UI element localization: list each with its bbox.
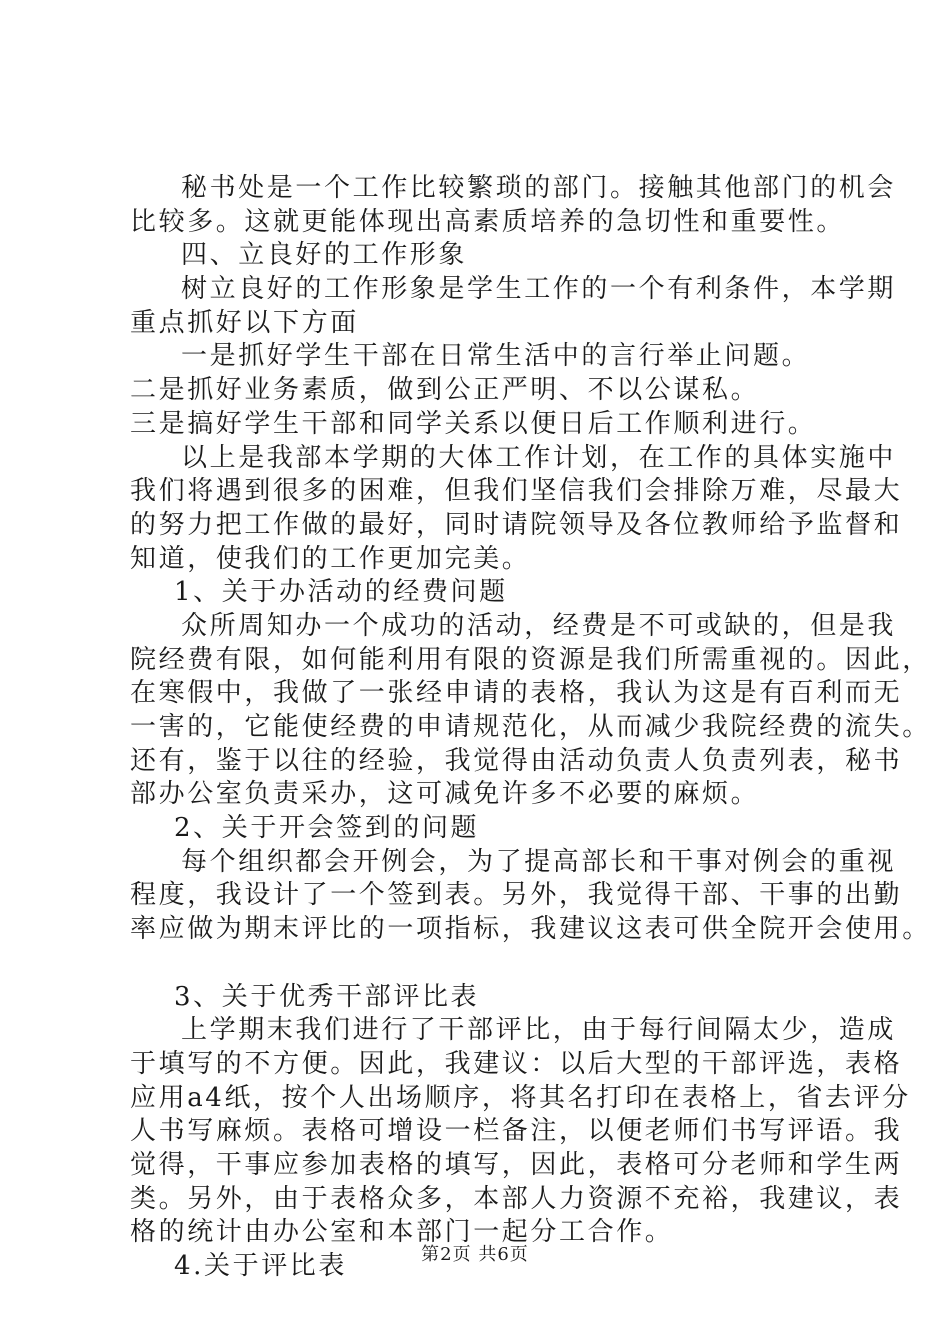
paragraph-line: 在寒假中，我做了一张经申请的表格，我认为这是有百利而无: [130, 678, 903, 709]
paragraph-line: 类。另外，由于表格众多，本部人力资源不充裕，我建议，表: [130, 1183, 903, 1214]
paragraph-line: 树立良好的工作形象是学生工作的一个有利条件，本学期: [181, 274, 897, 305]
section-heading: 四、立良好的工作形象: [181, 240, 468, 271]
paragraph-line: 我们将遇到很多的困难，但我们坚信我们会排除万难，尽最大: [130, 476, 903, 507]
paragraph-line: 比较多。这就更能体现出高素质培养的急切性和重要性。: [130, 206, 846, 237]
paragraph-line: 重点抓好以下方面: [130, 307, 359, 338]
paragraph-line: 一是抓好学生干部在日常生活中的言行举止问题。: [181, 341, 811, 372]
paragraph-line: 以上是我部本学期的大体工作计划，在工作的具体实施中: [181, 442, 897, 473]
paragraph-line: 格的统计由办公室和本部门一起分工合作。: [130, 1217, 674, 1248]
paragraph-line: 率应做为期末评比的一项指标，我建议这表可供全院开会使用。: [130, 914, 931, 945]
paragraph-line: 秘书处是一个工作比较繁琐的部门。接触其他部门的机会: [181, 173, 897, 203]
paragraph-line: 还有，鉴于以往的经验，我觉得由活动负责人负责列表，秘书: [130, 745, 903, 776]
section-heading: 4.关于评比表: [174, 1251, 348, 1281]
paragraph-line: 应用a4纸，按个人出场顺序，将其名打印在表格上，省去评分: [130, 1082, 911, 1113]
paragraph-line: 部办公室负责采办，这可减免许多不必要的麻烦。: [130, 779, 760, 810]
section-heading: 3、关于优秀干部评比表: [174, 981, 480, 1012]
paragraph-line: 程度，我设计了一个签到表。另外，我觉得干部、干事的出勤: [130, 880, 903, 911]
paragraph-line: 于填写的不方便。因此，我建议：以后大型的干部评选，表格: [130, 1048, 903, 1079]
paragraph-line: 一害的，它能使经费的申请规范化，从而减少我院经费的流失。: [130, 712, 931, 742]
paragraph-line: 觉得，干事应参加表格的填写，因此，表格可分老师和学生两: [130, 1149, 903, 1180]
paragraph-line: 二是抓好业务素质，做到公正严明、不以公谋私。: [130, 375, 760, 406]
paragraph-line: 知道，使我们的工作更加完美。: [130, 543, 531, 574]
paragraph-line: 众所周知办一个成功的活动，经费是不可或缺的，但是我: [181, 610, 897, 641]
page-footer: [0, 1244, 950, 1266]
document-body: [130, 172, 931, 1284]
paragraph-line: 上学期末我们进行了干部评比，由于每行间隔太少，造成: [181, 1015, 897, 1046]
paragraph-line: 院经费有限，如何能利用有限的资源是我们所需重视的。因此，: [130, 644, 931, 675]
paragraph-line: 三是搞好学生干部和同学关系以便日后工作顺利进行。: [130, 408, 817, 439]
paragraph-line: 人书写麻烦。表格可增设一栏备注，以便老师们书写评语。我: [130, 1116, 903, 1147]
paragraph-line: 每个组织都会开例会，为了提高部长和干事对例会的重视: [181, 846, 897, 877]
section-heading: 1、关于办活动的经费问题: [174, 577, 508, 608]
paragraph-line: 的努力把工作做的最好，同时请院领导及各位教师给予监督和: [130, 509, 903, 540]
blank-line: [130, 947, 850, 981]
page-number: 第2页 共6页: [421, 1244, 529, 1265]
section-heading: 2、关于开会签到的问题: [174, 813, 480, 844]
